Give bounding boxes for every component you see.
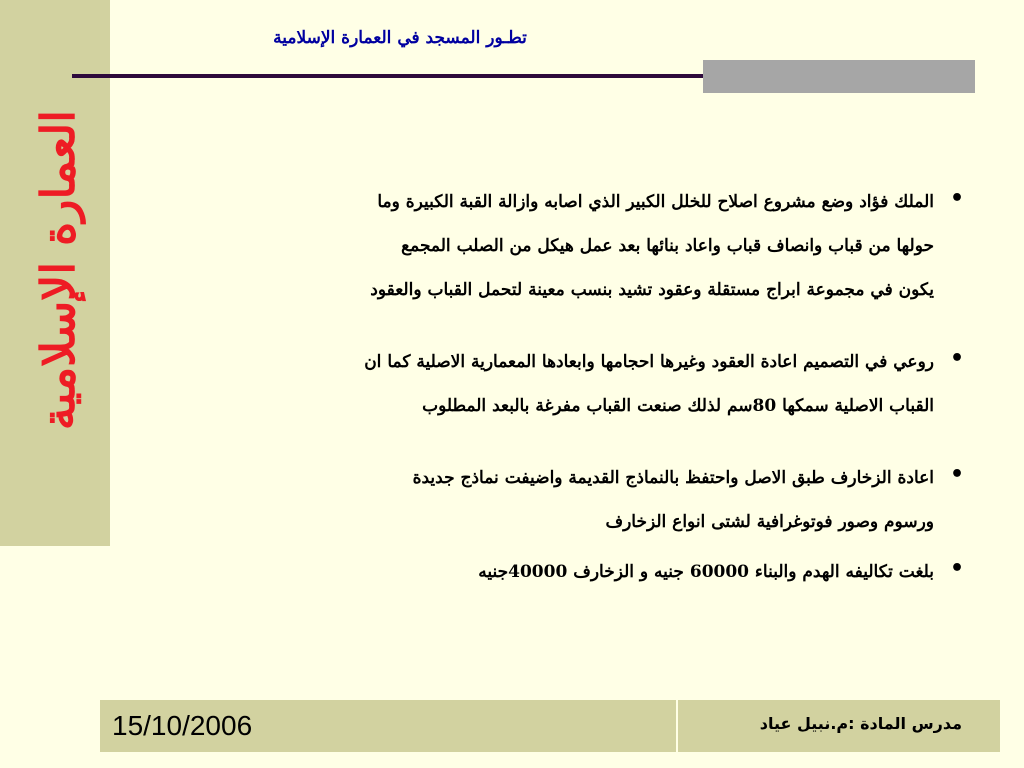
bullet-item bbox=[128, 180, 978, 312]
bullet-line: • اعادة الزخارف طبق الاصل واحتفظ بالنماذج القديمة واضيفت نماذج جديدة bbox=[412, 468, 934, 488]
side-title: العمارة الإسلامية bbox=[31, 109, 85, 431]
header-rule-block bbox=[703, 60, 975, 93]
bullet-line: يكون في مجموعة ابراج مستقلة وعقود تشيد بنسب معينة لتحمل القباب والعقود bbox=[370, 280, 934, 300]
bullet-item bbox=[128, 340, 978, 428]
bullet-line: • بلغت تكاليفه الهدم والبناء 60000 جنيه و الزخارف 40000جنيه bbox=[478, 562, 934, 582]
spacer bbox=[128, 428, 978, 456]
bullet-item bbox=[128, 550, 978, 594]
footer-author: مدرس المادة :م.نبيل عياد bbox=[759, 714, 962, 733]
bullet-line: ورسوم وصور فوتوغرافية لشتى انواع الزخارف bbox=[605, 512, 934, 532]
footer-divider bbox=[676, 700, 678, 752]
bullet-line: القباب الاصلية سمكها 80سم لذلك صنعت القباب مفرغة بالبعد المطلوب bbox=[422, 396, 934, 416]
page-title: تطـور المسجد في العمارة الإسلامية bbox=[273, 28, 527, 48]
spacer bbox=[128, 312, 978, 340]
bullet-line: • روعي في التصميم اعادة العقود وغيرها احجامها وابعادها المعمارية الاصلية كما ان bbox=[364, 352, 934, 372]
bullet-line: حولها من قباب وانصاف قباب واعاد بنائها بعد عمل هيكل من الصلب المجمع bbox=[401, 236, 934, 256]
bullet-list bbox=[128, 180, 978, 594]
bullet-line: • الملك فؤاد وضع مشروع اصلاح للخلل الكبير الذي اصابه وازالة القبة الكبيرة وما bbox=[377, 192, 934, 212]
footer-date: 15/10/2006 bbox=[112, 710, 253, 741]
bullet-item bbox=[128, 456, 978, 544]
